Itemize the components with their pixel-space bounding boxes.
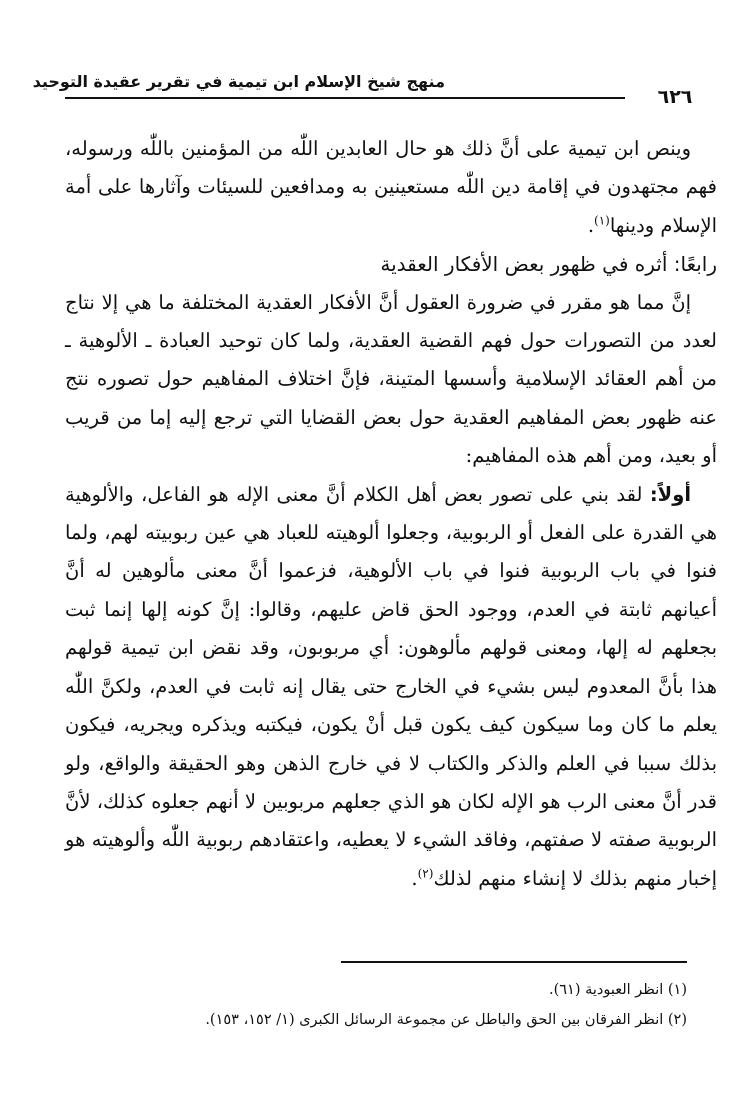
paragraph	[65, 476, 717, 898]
footnote-reference: (٢)	[417, 866, 434, 881]
footnote-rule	[341, 961, 687, 963]
footnote-reference: (١)	[594, 213, 610, 228]
paragraph-text: إنَّ مما هو مقرر في ضرورة العقول أنَّ الأفكار العقدية المختلفة ما هي إلا نتاج لعدد من التصورات حول فهم القضية العقدية، ولما كان توحيد العبادة ـ الألوهية ـ من أهم العقائد الإسلامية وأسسها المتينة، فإنَّ اختلاف المفاهيم حول تصوره نتج عنه ظهور بعض المفاهيم العقدية حول بعض القضايا التي ترجع إليه إما من قريب أو بعيد، ومن أهم هذه المفاهيم:	[65, 290, 717, 468]
section-heading: رابعًا: أثره في ظهور بعض الأفكار العقدية	[380, 252, 717, 277]
footnotes	[37, 975, 687, 1035]
page-number: ٦٢٦	[635, 86, 715, 108]
paragraph	[65, 284, 717, 476]
paragraph-end: .	[411, 866, 418, 890]
footnote: (٢) انظر الفرقان بين الحق والباطل عن مجموعة الرسائل الكبرى (١/ ١٥٢، ١٥٣).	[205, 1012, 687, 1028]
paragraph	[65, 130, 717, 245]
paragraph-end: .	[587, 213, 595, 237]
paragraph-text: لقد بني على تصور بعض أهل الكلام أنَّ معنى الإله هو الفاعل، والألوهية هي القدرة على الفعل أو الربوبية، وجعلوا ألوهيته للعباد هي عين ربوبيته لهم، ولما فنوا في باب الربوبية فنوا في باب الألوهية، فزعموا أنَّ معنى مألوهين له أنَّ أعيانهم ثابتة في العدم، ووجود الحق قاض عليهم، وقالوا: إنَّ كونه إلها إنما ثبت بجعلهم له إلها، ومعنى قولهم مألوهون: أي مربوبون، وقد نقض ابن تيمية قولهم هذا بأنَّ المعدوم ليس بشيء في الخارج حتى يقال إنه ثابت في العدم، ولكنَّ اللّٰه يعلم ما كان وما سيكون كيف يكون قبل أنْ يكون، فيكتبه ويذكره ويجريه، فيكون بذلك سببا في العلم والذكر والكتاب لا في خارج الذهن وهو الحقيقة والواقع، ولو قدر أنَّ معنى الرب هو الإله لكان هو الذي جعلهم مربوبين لا أنهم جعلوه كذلك، لأنَّ الربوبية صفته لا صفتهم، وفاقد الشيء لا يعطيه، واعتقادهم ربوبية اللّٰه وألوهيته هو إخبار منهم بذلك لا إنشاء منهم لذلك	[65, 482, 717, 890]
body-text	[65, 130, 717, 898]
paragraph-text: وينص ابن تيمية على أنَّ ذلك هو حال العابدين اللّٰه من المؤمنين باللّٰه ورسوله، فهم مجتهدون في إقامة دين اللّٰه مستعينين به ومدافعين للسيئات وآثارها على أمة الإسلام ودينها	[65, 137, 717, 237]
running-title: منهج شيخ الإسلام ابن تيمية في تقرير عقيدة التوحيد	[32, 72, 445, 91]
header-rule	[65, 97, 625, 99]
paragraph-lead: أولاً:	[649, 482, 691, 506]
running-header	[32, 72, 715, 116]
footnote: (١) انظر العبودية (٦١).	[548, 982, 687, 998]
